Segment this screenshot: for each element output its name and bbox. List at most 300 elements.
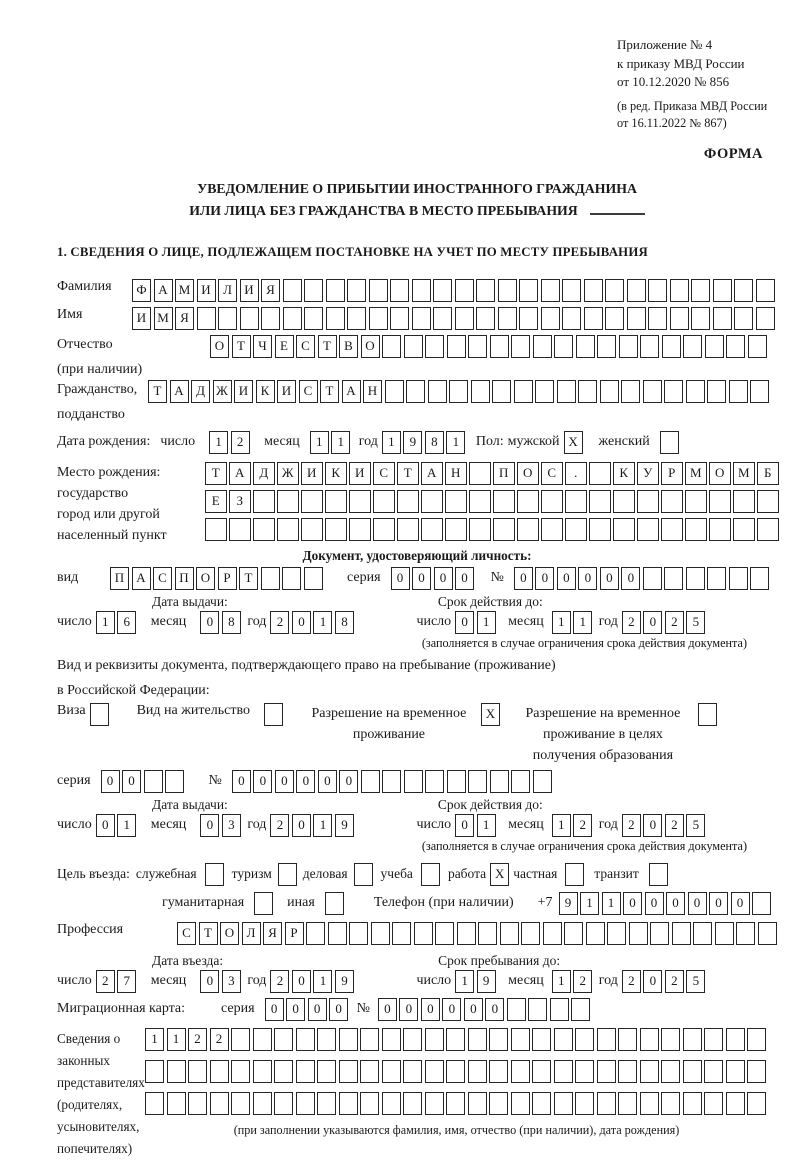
char-cell[interactable]: Д bbox=[191, 380, 210, 403]
char-cell[interactable]: 2 bbox=[665, 814, 684, 837]
char-cell[interactable] bbox=[425, 770, 444, 793]
char-cell[interactable] bbox=[369, 307, 388, 330]
char-cell[interactable]: 0 bbox=[688, 892, 707, 915]
char-cell[interactable] bbox=[446, 1092, 465, 1115]
char-cell[interactable]: С bbox=[299, 380, 318, 403]
char-cell[interactable]: 2 bbox=[665, 970, 684, 993]
char-cell[interactable] bbox=[360, 1060, 379, 1083]
char-cell[interactable]: 9 bbox=[477, 970, 496, 993]
char-cell[interactable] bbox=[498, 279, 517, 302]
char-cell[interactable]: 7 bbox=[117, 970, 136, 993]
char-cell[interactable] bbox=[392, 922, 411, 945]
char-cell[interactable] bbox=[511, 1092, 530, 1115]
char-cell[interactable] bbox=[253, 1092, 272, 1115]
char-cell[interactable]: 0 bbox=[412, 567, 431, 590]
char-cell[interactable]: 0 bbox=[200, 814, 219, 837]
char-cell[interactable] bbox=[197, 307, 216, 330]
char-cell[interactable]: 0 bbox=[200, 970, 219, 993]
char-cell[interactable]: 0 bbox=[455, 814, 474, 837]
purpose-study-checkbox[interactable] bbox=[421, 863, 440, 886]
char-cell[interactable]: 0 bbox=[666, 892, 685, 915]
char-cell[interactable] bbox=[704, 1028, 723, 1051]
char-cell[interactable]: 0 bbox=[578, 567, 597, 590]
char-cell[interactable] bbox=[533, 335, 552, 358]
char-cell[interactable] bbox=[707, 567, 726, 590]
char-cell[interactable] bbox=[468, 770, 487, 793]
char-cell[interactable] bbox=[747, 1028, 766, 1051]
char-cell[interactable]: 9 bbox=[335, 970, 354, 993]
char-cell[interactable]: 1 bbox=[455, 970, 474, 993]
char-cell[interactable]: 0 bbox=[643, 970, 662, 993]
char-cell[interactable] bbox=[705, 335, 724, 358]
char-cell[interactable] bbox=[360, 1028, 379, 1051]
purpose-work-checkbox[interactable]: X bbox=[490, 863, 509, 886]
char-cell[interactable] bbox=[589, 518, 611, 541]
char-cell[interactable]: С bbox=[153, 567, 172, 590]
char-cell[interactable] bbox=[541, 490, 563, 513]
char-cell[interactable]: 0 bbox=[286, 998, 305, 1021]
char-cell[interactable] bbox=[575, 1060, 594, 1083]
char-cell[interactable]: 1 bbox=[477, 611, 496, 634]
char-cell[interactable] bbox=[349, 518, 371, 541]
char-cell[interactable] bbox=[750, 567, 769, 590]
char-cell[interactable]: 1 bbox=[209, 431, 228, 454]
char-cell[interactable] bbox=[715, 922, 734, 945]
char-cell[interactable]: Т bbox=[318, 335, 337, 358]
char-cell[interactable]: 2 bbox=[573, 970, 592, 993]
char-cell[interactable] bbox=[167, 1092, 186, 1115]
char-cell[interactable] bbox=[277, 518, 299, 541]
char-cell[interactable]: 1 bbox=[573, 611, 592, 634]
char-cell[interactable] bbox=[339, 1028, 358, 1051]
char-cell[interactable] bbox=[757, 518, 779, 541]
char-cell[interactable]: 0 bbox=[96, 814, 115, 837]
char-cell[interactable]: 0 bbox=[600, 567, 619, 590]
char-cell[interactable] bbox=[421, 518, 443, 541]
char-cell[interactable] bbox=[627, 307, 646, 330]
char-cell[interactable] bbox=[347, 307, 366, 330]
char-cell[interactable] bbox=[683, 1028, 702, 1051]
char-cell[interactable] bbox=[543, 922, 562, 945]
char-cell[interactable] bbox=[218, 307, 237, 330]
char-cell[interactable] bbox=[726, 1028, 745, 1051]
char-cell[interactable]: И bbox=[240, 279, 259, 302]
char-cell[interactable] bbox=[709, 518, 731, 541]
char-cell[interactable] bbox=[425, 1028, 444, 1051]
char-cell[interactable]: У bbox=[637, 462, 659, 485]
char-cell[interactable]: К bbox=[325, 462, 347, 485]
char-cell[interactable]: 2 bbox=[622, 814, 641, 837]
char-cell[interactable] bbox=[704, 1092, 723, 1115]
char-cell[interactable] bbox=[306, 922, 325, 945]
char-cell[interactable] bbox=[404, 770, 423, 793]
char-cell[interactable]: О bbox=[517, 462, 539, 485]
char-cell[interactable] bbox=[446, 1060, 465, 1083]
char-cell[interactable] bbox=[493, 518, 515, 541]
char-cell[interactable] bbox=[304, 279, 323, 302]
char-cell[interactable]: 0 bbox=[485, 998, 504, 1021]
char-cell[interactable]: 0 bbox=[645, 892, 664, 915]
char-cell[interactable]: 5 bbox=[686, 814, 705, 837]
char-cell[interactable]: Т bbox=[239, 567, 258, 590]
char-cell[interactable]: 1 bbox=[145, 1028, 164, 1051]
char-cell[interactable]: 1 bbox=[580, 892, 599, 915]
char-cell[interactable] bbox=[578, 380, 597, 403]
char-cell[interactable] bbox=[390, 279, 409, 302]
char-cell[interactable] bbox=[317, 1092, 336, 1115]
char-cell[interactable]: 2 bbox=[188, 1028, 207, 1051]
char-cell[interactable] bbox=[304, 307, 323, 330]
char-cell[interactable] bbox=[683, 1060, 702, 1083]
char-cell[interactable]: 0 bbox=[434, 567, 453, 590]
purpose-business-checkbox[interactable] bbox=[354, 863, 373, 886]
char-cell[interactable]: Р bbox=[285, 922, 304, 945]
char-cell[interactable] bbox=[554, 1060, 573, 1083]
temp-residence-education-checkbox[interactable] bbox=[698, 703, 717, 726]
char-cell[interactable]: 0 bbox=[399, 998, 418, 1021]
char-cell[interactable] bbox=[686, 567, 705, 590]
char-cell[interactable]: Я bbox=[175, 307, 194, 330]
char-cell[interactable] bbox=[445, 490, 467, 513]
char-cell[interactable] bbox=[557, 380, 576, 403]
char-cell[interactable] bbox=[618, 1092, 637, 1115]
char-cell[interactable] bbox=[683, 335, 702, 358]
char-cell[interactable]: 2 bbox=[573, 814, 592, 837]
char-cell[interactable]: И bbox=[197, 279, 216, 302]
char-cell[interactable] bbox=[385, 380, 404, 403]
char-cell[interactable] bbox=[328, 922, 347, 945]
char-cell[interactable] bbox=[752, 892, 771, 915]
char-cell[interactable] bbox=[726, 1092, 745, 1115]
char-cell[interactable] bbox=[757, 490, 779, 513]
char-cell[interactable] bbox=[382, 335, 401, 358]
char-cell[interactable] bbox=[493, 490, 515, 513]
char-cell[interactable] bbox=[326, 279, 345, 302]
char-cell[interactable]: 0 bbox=[265, 998, 284, 1021]
char-cell[interactable] bbox=[435, 922, 454, 945]
char-cell[interactable] bbox=[455, 279, 474, 302]
char-cell[interactable]: 0 bbox=[442, 998, 461, 1021]
char-cell[interactable] bbox=[231, 1060, 250, 1083]
char-cell[interactable] bbox=[528, 998, 547, 1021]
char-cell[interactable] bbox=[661, 1060, 680, 1083]
char-cell[interactable]: Н bbox=[363, 380, 382, 403]
char-cell[interactable]: 1 bbox=[552, 970, 571, 993]
char-cell[interactable] bbox=[498, 307, 517, 330]
char-cell[interactable]: К bbox=[613, 462, 635, 485]
char-cell[interactable] bbox=[468, 1092, 487, 1115]
char-cell[interactable] bbox=[554, 335, 573, 358]
char-cell[interactable]: В bbox=[339, 335, 358, 358]
char-cell[interactable] bbox=[231, 1028, 250, 1051]
char-cell[interactable] bbox=[447, 770, 466, 793]
char-cell[interactable]: Т bbox=[148, 380, 167, 403]
char-cell[interactable] bbox=[371, 922, 390, 945]
char-cell[interactable]: 1 bbox=[602, 892, 621, 915]
char-cell[interactable]: . bbox=[565, 462, 587, 485]
char-cell[interactable]: 0 bbox=[200, 611, 219, 634]
char-cell[interactable] bbox=[425, 1060, 444, 1083]
char-cell[interactable]: С bbox=[541, 462, 563, 485]
char-cell[interactable]: 1 bbox=[313, 970, 332, 993]
char-cell[interactable]: С bbox=[373, 462, 395, 485]
char-cell[interactable]: Ж bbox=[277, 462, 299, 485]
char-cell[interactable] bbox=[662, 335, 681, 358]
char-cell[interactable]: С bbox=[177, 922, 196, 945]
char-cell[interactable] bbox=[447, 335, 466, 358]
char-cell[interactable] bbox=[750, 380, 769, 403]
char-cell[interactable] bbox=[576, 335, 595, 358]
char-cell[interactable]: 0 bbox=[339, 770, 358, 793]
char-cell[interactable] bbox=[403, 1060, 422, 1083]
char-cell[interactable] bbox=[627, 279, 646, 302]
char-cell[interactable] bbox=[325, 518, 347, 541]
char-cell[interactable]: О bbox=[220, 922, 239, 945]
char-cell[interactable] bbox=[517, 518, 539, 541]
char-cell[interactable] bbox=[664, 380, 683, 403]
char-cell[interactable]: 1 bbox=[382, 431, 401, 454]
char-cell[interactable] bbox=[621, 380, 640, 403]
char-cell[interactable] bbox=[317, 1028, 336, 1051]
char-cell[interactable]: 2 bbox=[96, 970, 115, 993]
char-cell[interactable]: К bbox=[256, 380, 275, 403]
char-cell[interactable] bbox=[274, 1028, 293, 1051]
char-cell[interactable] bbox=[490, 335, 509, 358]
char-cell[interactable] bbox=[613, 518, 635, 541]
char-cell[interactable] bbox=[709, 490, 731, 513]
char-cell[interactable]: А bbox=[421, 462, 443, 485]
char-cell[interactable] bbox=[165, 770, 184, 793]
char-cell[interactable]: Е bbox=[205, 490, 227, 513]
char-cell[interactable]: 9 bbox=[335, 814, 354, 837]
char-cell[interactable]: И bbox=[234, 380, 253, 403]
char-cell[interactable] bbox=[541, 279, 560, 302]
char-cell[interactable] bbox=[670, 279, 689, 302]
char-cell[interactable] bbox=[734, 307, 753, 330]
char-cell[interactable] bbox=[500, 922, 519, 945]
char-cell[interactable] bbox=[446, 1028, 465, 1051]
char-cell[interactable]: 0 bbox=[296, 770, 315, 793]
purpose-private-checkbox[interactable] bbox=[565, 863, 584, 886]
char-cell[interactable] bbox=[584, 279, 603, 302]
char-cell[interactable]: 0 bbox=[455, 567, 474, 590]
char-cell[interactable] bbox=[736, 922, 755, 945]
char-cell[interactable] bbox=[296, 1060, 315, 1083]
char-cell[interactable]: М bbox=[685, 462, 707, 485]
char-cell[interactable]: 2 bbox=[231, 431, 250, 454]
char-cell[interactable]: 0 bbox=[275, 770, 294, 793]
char-cell[interactable] bbox=[492, 380, 511, 403]
char-cell[interactable] bbox=[685, 490, 707, 513]
char-cell[interactable] bbox=[301, 490, 323, 513]
char-cell[interactable] bbox=[554, 1028, 573, 1051]
char-cell[interactable] bbox=[691, 279, 710, 302]
char-cell[interactable] bbox=[469, 490, 491, 513]
purpose-official-checkbox[interactable] bbox=[205, 863, 224, 886]
char-cell[interactable] bbox=[643, 567, 662, 590]
char-cell[interactable] bbox=[339, 1092, 358, 1115]
char-cell[interactable] bbox=[325, 490, 347, 513]
char-cell[interactable] bbox=[382, 1028, 401, 1051]
char-cell[interactable] bbox=[733, 490, 755, 513]
char-cell[interactable] bbox=[562, 279, 581, 302]
char-cell[interactable] bbox=[489, 1092, 508, 1115]
char-cell[interactable]: 1 bbox=[552, 611, 571, 634]
char-cell[interactable] bbox=[382, 1092, 401, 1115]
char-cell[interactable] bbox=[733, 518, 755, 541]
char-cell[interactable] bbox=[565, 490, 587, 513]
char-cell[interactable] bbox=[758, 922, 777, 945]
char-cell[interactable]: 0 bbox=[621, 567, 640, 590]
char-cell[interactable]: И bbox=[301, 462, 323, 485]
char-cell[interactable] bbox=[296, 1028, 315, 1051]
char-cell[interactable] bbox=[685, 518, 707, 541]
char-cell[interactable]: 5 bbox=[686, 970, 705, 993]
char-cell[interactable]: 2 bbox=[210, 1028, 229, 1051]
char-cell[interactable] bbox=[597, 1028, 616, 1051]
char-cell[interactable]: 8 bbox=[425, 431, 444, 454]
char-cell[interactable] bbox=[519, 307, 538, 330]
char-cell[interactable]: Я bbox=[261, 279, 280, 302]
char-cell[interactable]: 2 bbox=[622, 970, 641, 993]
char-cell[interactable] bbox=[661, 1028, 680, 1051]
char-cell[interactable] bbox=[729, 380, 748, 403]
char-cell[interactable]: А bbox=[170, 380, 189, 403]
char-cell[interactable] bbox=[575, 1028, 594, 1051]
char-cell[interactable]: 0 bbox=[292, 814, 311, 837]
char-cell[interactable] bbox=[726, 1060, 745, 1083]
char-cell[interactable] bbox=[519, 279, 538, 302]
char-cell[interactable]: 0 bbox=[514, 567, 533, 590]
char-cell[interactable]: Н bbox=[445, 462, 467, 485]
char-cell[interactable]: 0 bbox=[557, 567, 576, 590]
char-cell[interactable]: 0 bbox=[643, 611, 662, 634]
char-cell[interactable] bbox=[564, 922, 583, 945]
char-cell[interactable]: 0 bbox=[308, 998, 327, 1021]
char-cell[interactable]: 0 bbox=[292, 611, 311, 634]
char-cell[interactable]: 0 bbox=[421, 998, 440, 1021]
char-cell[interactable] bbox=[489, 1060, 508, 1083]
char-cell[interactable] bbox=[550, 998, 569, 1021]
char-cell[interactable]: 0 bbox=[464, 998, 483, 1021]
char-cell[interactable]: Р bbox=[218, 567, 237, 590]
char-cell[interactable]: Т bbox=[397, 462, 419, 485]
char-cell[interactable] bbox=[521, 922, 540, 945]
char-cell[interactable] bbox=[361, 770, 380, 793]
char-cell[interactable] bbox=[648, 279, 667, 302]
char-cell[interactable] bbox=[301, 518, 323, 541]
char-cell[interactable]: 1 bbox=[477, 814, 496, 837]
char-cell[interactable] bbox=[449, 380, 468, 403]
char-cell[interactable] bbox=[613, 490, 635, 513]
char-cell[interactable] bbox=[756, 307, 775, 330]
char-cell[interactable] bbox=[713, 279, 732, 302]
char-cell[interactable]: 1 bbox=[167, 1028, 186, 1051]
residence-permit-checkbox[interactable] bbox=[264, 703, 283, 726]
char-cell[interactable] bbox=[607, 922, 626, 945]
char-cell[interactable] bbox=[373, 518, 395, 541]
char-cell[interactable] bbox=[713, 307, 732, 330]
char-cell[interactable]: 1 bbox=[446, 431, 465, 454]
char-cell[interactable] bbox=[188, 1060, 207, 1083]
char-cell[interactable] bbox=[691, 307, 710, 330]
char-cell[interactable] bbox=[373, 490, 395, 513]
char-cell[interactable] bbox=[618, 1028, 637, 1051]
char-cell[interactable] bbox=[304, 567, 323, 590]
char-cell[interactable] bbox=[629, 922, 648, 945]
char-cell[interactable]: 8 bbox=[335, 611, 354, 634]
char-cell[interactable] bbox=[589, 462, 611, 485]
char-cell[interactable] bbox=[468, 1060, 487, 1083]
char-cell[interactable]: Р bbox=[661, 462, 683, 485]
char-cell[interactable] bbox=[670, 307, 689, 330]
char-cell[interactable]: 3 bbox=[222, 970, 241, 993]
char-cell[interactable] bbox=[253, 1060, 272, 1083]
char-cell[interactable] bbox=[554, 1092, 573, 1115]
char-cell[interactable]: 2 bbox=[270, 611, 289, 634]
char-cell[interactable] bbox=[661, 490, 683, 513]
char-cell[interactable] bbox=[704, 1060, 723, 1083]
char-cell[interactable] bbox=[145, 1092, 164, 1115]
char-cell[interactable] bbox=[445, 518, 467, 541]
char-cell[interactable]: 0 bbox=[318, 770, 337, 793]
char-cell[interactable] bbox=[756, 279, 775, 302]
char-cell[interactable]: А bbox=[342, 380, 361, 403]
char-cell[interactable] bbox=[637, 518, 659, 541]
char-cell[interactable] bbox=[605, 279, 624, 302]
char-cell[interactable] bbox=[369, 279, 388, 302]
char-cell[interactable] bbox=[683, 1092, 702, 1115]
char-cell[interactable]: Л bbox=[218, 279, 237, 302]
char-cell[interactable]: О bbox=[196, 567, 215, 590]
char-cell[interactable]: М bbox=[154, 307, 173, 330]
sex-male-checkbox[interactable]: X bbox=[564, 431, 583, 454]
char-cell[interactable] bbox=[283, 279, 302, 302]
char-cell[interactable] bbox=[382, 770, 401, 793]
char-cell[interactable]: 0 bbox=[709, 892, 728, 915]
char-cell[interactable]: 6 bbox=[117, 611, 136, 634]
char-cell[interactable]: 0 bbox=[378, 998, 397, 1021]
char-cell[interactable] bbox=[597, 335, 616, 358]
char-cell[interactable]: 0 bbox=[253, 770, 272, 793]
char-cell[interactable] bbox=[514, 380, 533, 403]
char-cell[interactable]: Ж bbox=[213, 380, 232, 403]
char-cell[interactable] bbox=[672, 922, 691, 945]
char-cell[interactable]: 0 bbox=[643, 814, 662, 837]
char-cell[interactable] bbox=[471, 380, 490, 403]
char-cell[interactable] bbox=[476, 279, 495, 302]
char-cell[interactable] bbox=[532, 1060, 551, 1083]
char-cell[interactable] bbox=[229, 518, 251, 541]
char-cell[interactable] bbox=[562, 307, 581, 330]
char-cell[interactable]: 8 bbox=[222, 611, 241, 634]
char-cell[interactable] bbox=[457, 922, 476, 945]
char-cell[interactable]: А bbox=[229, 462, 251, 485]
char-cell[interactable] bbox=[414, 922, 433, 945]
char-cell[interactable]: Д bbox=[253, 462, 275, 485]
char-cell[interactable] bbox=[619, 335, 638, 358]
char-cell[interactable] bbox=[349, 490, 371, 513]
char-cell[interactable] bbox=[397, 518, 419, 541]
purpose-humanitarian-checkbox[interactable] bbox=[254, 892, 273, 915]
char-cell[interactable]: 9 bbox=[403, 431, 422, 454]
char-cell[interactable] bbox=[403, 1028, 422, 1051]
char-cell[interactable] bbox=[347, 279, 366, 302]
char-cell[interactable]: М bbox=[733, 462, 755, 485]
char-cell[interactable]: 1 bbox=[313, 814, 332, 837]
char-cell[interactable]: 0 bbox=[101, 770, 120, 793]
char-cell[interactable]: А bbox=[132, 567, 151, 590]
